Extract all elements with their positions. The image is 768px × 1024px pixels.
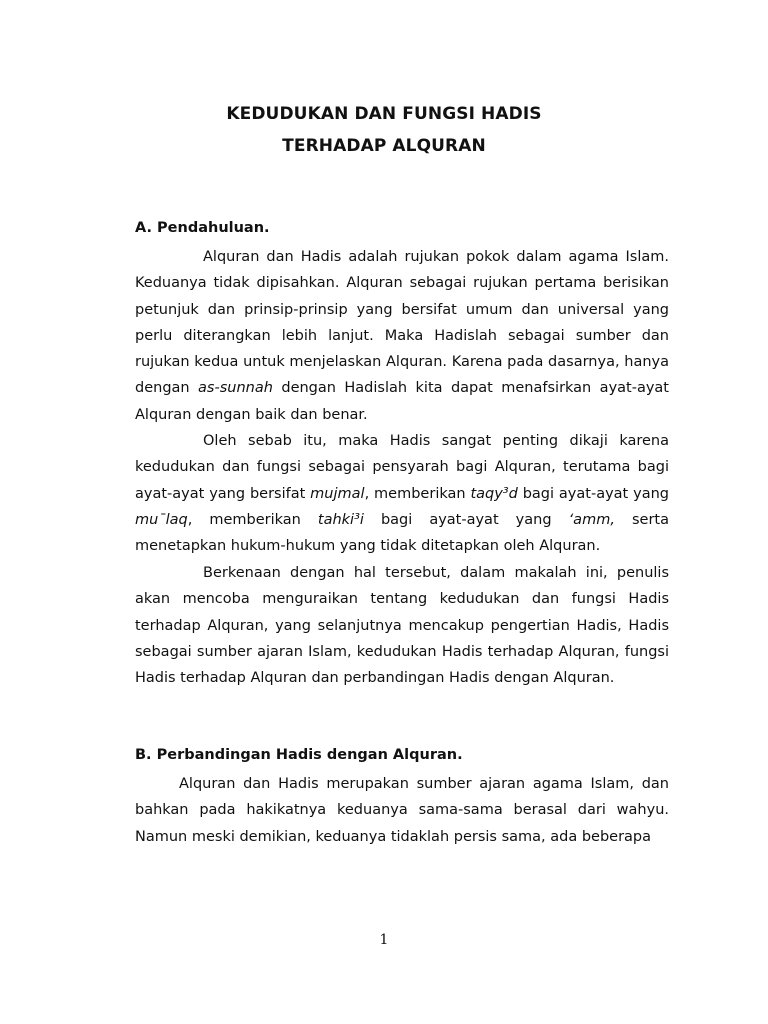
section-a-paragraph-2-text-d: , memberikan [187,511,318,528]
section-b-heading: B. Perbandingan Hadis dengan Alquran. [135,747,463,763]
section-a-paragraph-2-text-a: Oleh sebab itu, maka Hadis sangat penting dikaji karena kedudukan dan fungsi sebagai pensyarah bagi Alquran, terutama bagi ayat-ayat yang bersifat [135,433,669,502]
term-tahkik: tahki³i [317,511,364,528]
section-a-paragraph-1 [135,244,669,428]
page-number: 1 [379,932,389,948]
section-b-paragraph-1-text: Alquran dan Hadis merupakan sumber ajaran agama Islam, dan bahkan pada hakikatnya keduanya sama-sama berasal dari wahyu. Namun meski demikian, keduanya tidaklah persis sama, ada beberapa [135,776,669,845]
section-b-paragraph-1 [135,771,669,850]
term-amm: ‘amm, [568,511,615,528]
section-a-paragraph-2-text-e: bagi ayat-ayat yang [363,511,569,528]
section-a-paragraph-2-text-f: serta menetapkan hukum-hukum yang tidak ditetapkan oleh Alquran. [135,511,669,555]
term-mutlaq: mu¯laq [135,511,188,528]
section-a-paragraph-1-end: dengan Hadislah kita dapat menafsirkan ayat-ayat Alquran dengan baik dan benar. [135,380,669,423]
section-a-heading: A. Pendahuluan. [135,220,270,236]
term-taqyid: taqy³d [470,485,518,502]
section-a-paragraph-2-text-b: , memberikan [364,485,471,502]
document-title-line-2: TERHADAP ALQURAN [282,136,486,156]
section-a-paragraph-2 [135,428,669,559]
section-a-paragraph-1-italic: as-sunnah [198,380,273,397]
document-title-line-1: KEDUDUKAN DAN FUNGSI HADIS [226,104,542,124]
term-mujmal: mujmal [310,485,365,502]
section-a-paragraph-3-text: Berkenaan dengan hal tersebut, dalam makalah ini, penulis akan mencoba menguraikan tentang kedudukan dan fungsi Hadis terhadap Alquran, yang selanjutnya mencakup pengertian Hadis, Hadis sebagai sumber ajaran Islam, kedudukan Hadis terhadap Alquran, fungsi Hadis terhadap Alquran dan perbandingan Hadis dengan Alquran. [135,565,669,687]
section-a-paragraph-3 [135,560,669,691]
section-a-paragraph-2-text-c: bagi ayat-ayat yang [517,485,669,502]
section-a-paragraph-1-text: Alquran dan Hadis adalah rujukan pokok dalam agama Islam. Keduanya tidak dipisahkan. Alquran sebagai rujukan pertama berisikan petunjuk dan prinsip-prinsip yang bersifat umum dan universal yang perlu diterangkan lebih lanjut. Maka Hadislah sebagai sumber dan rujukan kedua untuk menjelaskan Alquran. Karena pada dasarnya, hanya dengan [135,249,669,397]
